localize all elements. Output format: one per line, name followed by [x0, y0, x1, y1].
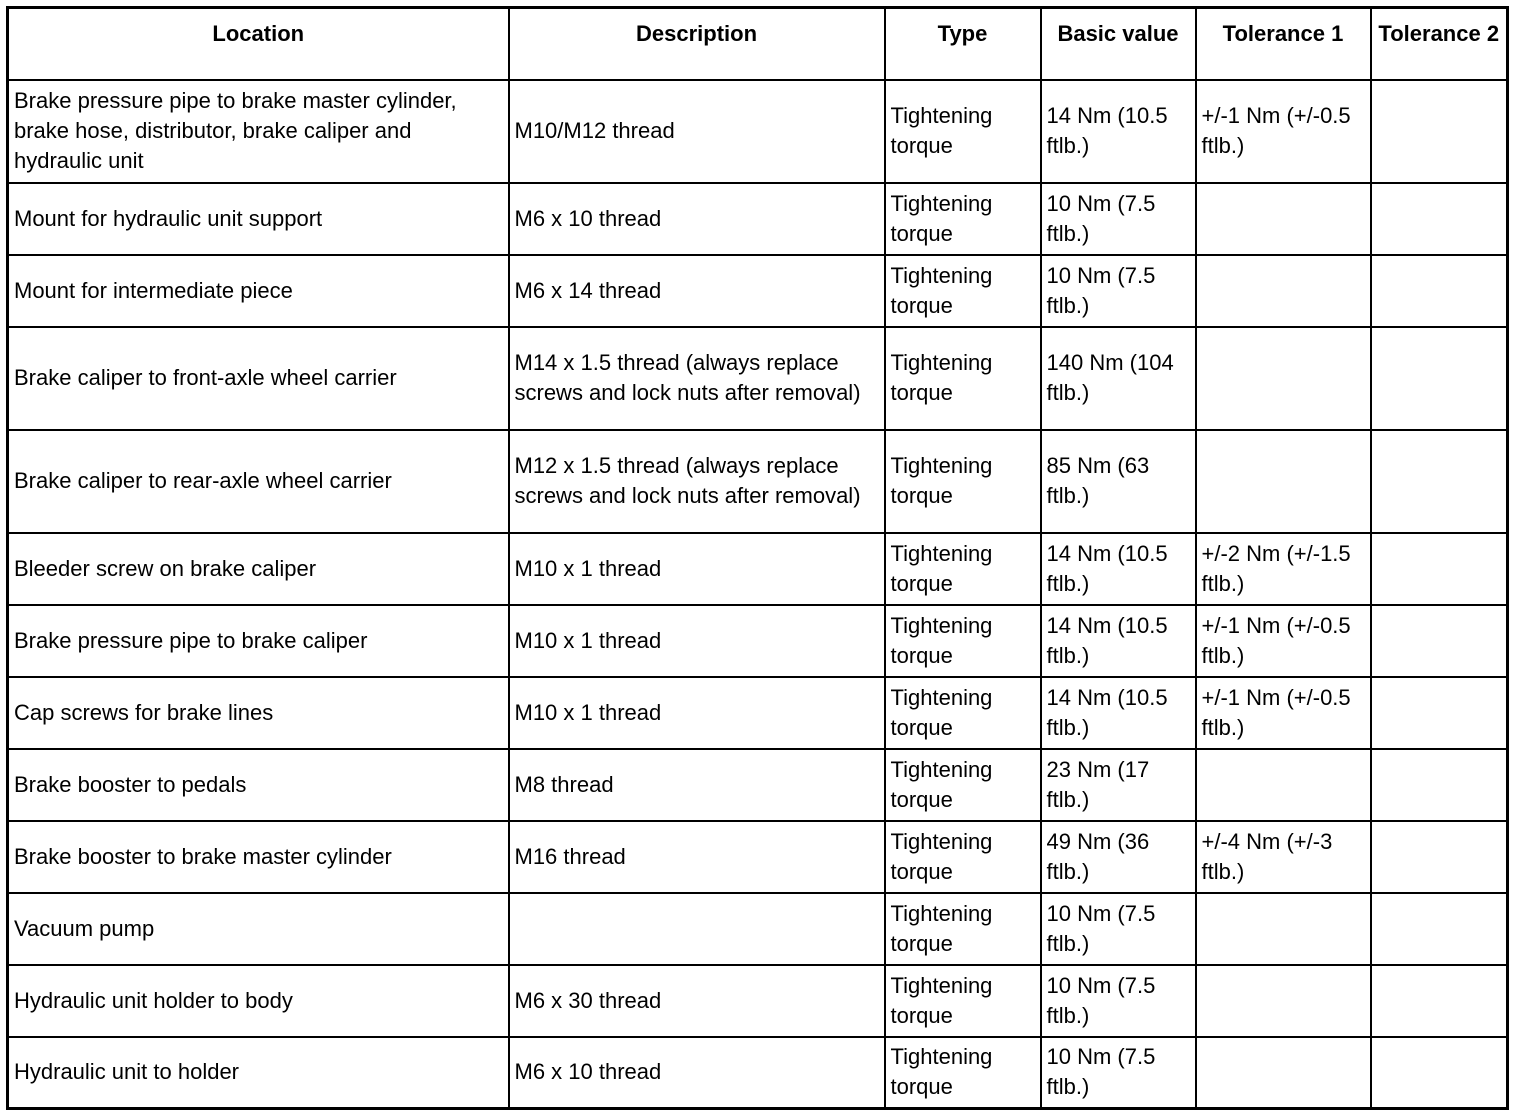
cell-tolerance-1 [1196, 749, 1371, 821]
cell-type: Tightening torque [885, 430, 1041, 533]
cell-basic-value: 10 Nm (7.5 ftlb.) [1041, 893, 1196, 965]
cell-basic-value: 10 Nm (7.5 ftlb.) [1041, 965, 1196, 1037]
cell-description: M12 x 1.5 thread (always replace screws and lock nuts after removal) [509, 430, 885, 533]
cell-tolerance-1: +/-2 Nm (+/-1.5 ftlb.) [1196, 533, 1371, 605]
cell-basic-value: 10 Nm (7.5 ftlb.) [1041, 255, 1196, 327]
cell-location: Hydraulic unit holder to body [8, 965, 509, 1037]
table-row [8, 430, 1508, 533]
cell-tolerance-1 [1196, 327, 1371, 430]
cell-location: Brake pressure pipe to brake master cylinder, brake hose, distributor, brake caliper and hydraulic unit [8, 80, 509, 183]
cell-type: Tightening torque [885, 893, 1041, 965]
cell-location: Cap screws for brake lines [8, 677, 509, 749]
cell-type: Tightening torque [885, 965, 1041, 1037]
header-tolerance-1: Tolerance 1 [1196, 8, 1371, 80]
cell-basic-value: 10 Nm (7.5 ftlb.) [1041, 183, 1196, 255]
cell-location: Brake caliper to rear-axle wheel carrier [8, 430, 509, 533]
cell-location: Brake booster to brake master cylinder [8, 821, 509, 893]
cell-description [509, 893, 885, 965]
cell-type: Tightening torque [885, 821, 1041, 893]
cell-tolerance-2 [1371, 327, 1508, 430]
cell-description: M10/M12 thread [509, 80, 885, 183]
cell-location: Vacuum pump [8, 893, 509, 965]
cell-type: Tightening torque [885, 327, 1041, 430]
cell-description: M10 x 1 thread [509, 677, 885, 749]
cell-description: M10 x 1 thread [509, 605, 885, 677]
cell-location: Brake caliper to front-axle wheel carrier [8, 327, 509, 430]
header-type: Type [885, 8, 1041, 80]
cell-type: Tightening torque [885, 605, 1041, 677]
table-row [8, 821, 1508, 893]
cell-type: Tightening torque [885, 677, 1041, 749]
cell-type: Tightening torque [885, 183, 1041, 255]
header-row [8, 8, 1508, 80]
cell-description: M6 x 10 thread [509, 1037, 885, 1109]
cell-basic-value: 14 Nm (10.5 ftlb.) [1041, 677, 1196, 749]
cell-tolerance-2 [1371, 183, 1508, 255]
cell-type: Tightening torque [885, 1037, 1041, 1109]
cell-type: Tightening torque [885, 80, 1041, 183]
cell-tolerance-2 [1371, 430, 1508, 533]
cell-tolerance-2 [1371, 605, 1508, 677]
table-row [8, 533, 1508, 605]
cell-basic-value: 140 Nm (104 ftlb.) [1041, 327, 1196, 430]
cell-basic-value: 23 Nm (17 ftlb.) [1041, 749, 1196, 821]
cell-basic-value: 14 Nm (10.5 ftlb.) [1041, 533, 1196, 605]
cell-tolerance-2 [1371, 893, 1508, 965]
cell-basic-value: 14 Nm (10.5 ftlb.) [1041, 80, 1196, 183]
table-row [8, 183, 1508, 255]
cell-tolerance-2 [1371, 749, 1508, 821]
cell-tolerance-2 [1371, 255, 1508, 327]
cell-location: Mount for intermediate piece [8, 255, 509, 327]
cell-description: M6 x 10 thread [509, 183, 885, 255]
cell-description: M6 x 30 thread [509, 965, 885, 1037]
table-row [8, 605, 1508, 677]
table-row [8, 749, 1508, 821]
cell-tolerance-2 [1371, 965, 1508, 1037]
table-row [8, 327, 1508, 430]
cell-tolerance-1 [1196, 1037, 1371, 1109]
cell-tolerance-1 [1196, 893, 1371, 965]
cell-tolerance-2 [1371, 80, 1508, 183]
cell-type: Tightening torque [885, 533, 1041, 605]
cell-tolerance-1 [1196, 965, 1371, 1037]
cell-location: Hydraulic unit to holder [8, 1037, 509, 1109]
cell-tolerance-1: +/-4 Nm (+/-3 ftlb.) [1196, 821, 1371, 893]
table-row [8, 255, 1508, 327]
cell-tolerance-1: +/-1 Nm (+/-0.5 ftlb.) [1196, 677, 1371, 749]
cell-tolerance-2 [1371, 821, 1508, 893]
cell-tolerance-1: +/-1 Nm (+/-0.5 ftlb.) [1196, 605, 1371, 677]
cell-location: Mount for hydraulic unit support [8, 183, 509, 255]
header-basic-value: Basic value [1041, 8, 1196, 80]
table-row [8, 1037, 1508, 1109]
cell-location: Bleeder screw on brake caliper [8, 533, 509, 605]
cell-tolerance-2 [1371, 1037, 1508, 1109]
table-row [8, 893, 1508, 965]
cell-type: Tightening torque [885, 255, 1041, 327]
cell-description: M16 thread [509, 821, 885, 893]
header-location: Location [8, 8, 509, 80]
cell-type: Tightening torque [885, 749, 1041, 821]
cell-tolerance-1: +/-1 Nm (+/-0.5 ftlb.) [1196, 80, 1371, 183]
cell-description: M6 x 14 thread [509, 255, 885, 327]
cell-basic-value: 85 Nm (63 ftlb.) [1041, 430, 1196, 533]
cell-tolerance-2 [1371, 677, 1508, 749]
table-row [8, 965, 1508, 1037]
header-tolerance-2: Tolerance 2 [1371, 8, 1508, 80]
table-row [8, 80, 1508, 183]
cell-location: Brake pressure pipe to brake caliper [8, 605, 509, 677]
header-description: Description [509, 8, 885, 80]
cell-tolerance-1 [1196, 183, 1371, 255]
cell-basic-value: 14 Nm (10.5 ftlb.) [1041, 605, 1196, 677]
cell-tolerance-2 [1371, 533, 1508, 605]
cell-description: M10 x 1 thread [509, 533, 885, 605]
cell-description: M8 thread [509, 749, 885, 821]
cell-tolerance-1 [1196, 255, 1371, 327]
cell-location: Brake booster to pedals [8, 749, 509, 821]
torque-spec-table [6, 6, 1509, 1110]
cell-basic-value: 49 Nm (36 ftlb.) [1041, 821, 1196, 893]
cell-basic-value: 10 Nm (7.5 ftlb.) [1041, 1037, 1196, 1109]
cell-description: M14 x 1.5 thread (always replace screws and lock nuts after removal) [509, 327, 885, 430]
cell-tolerance-1 [1196, 430, 1371, 533]
table-row [8, 677, 1508, 749]
